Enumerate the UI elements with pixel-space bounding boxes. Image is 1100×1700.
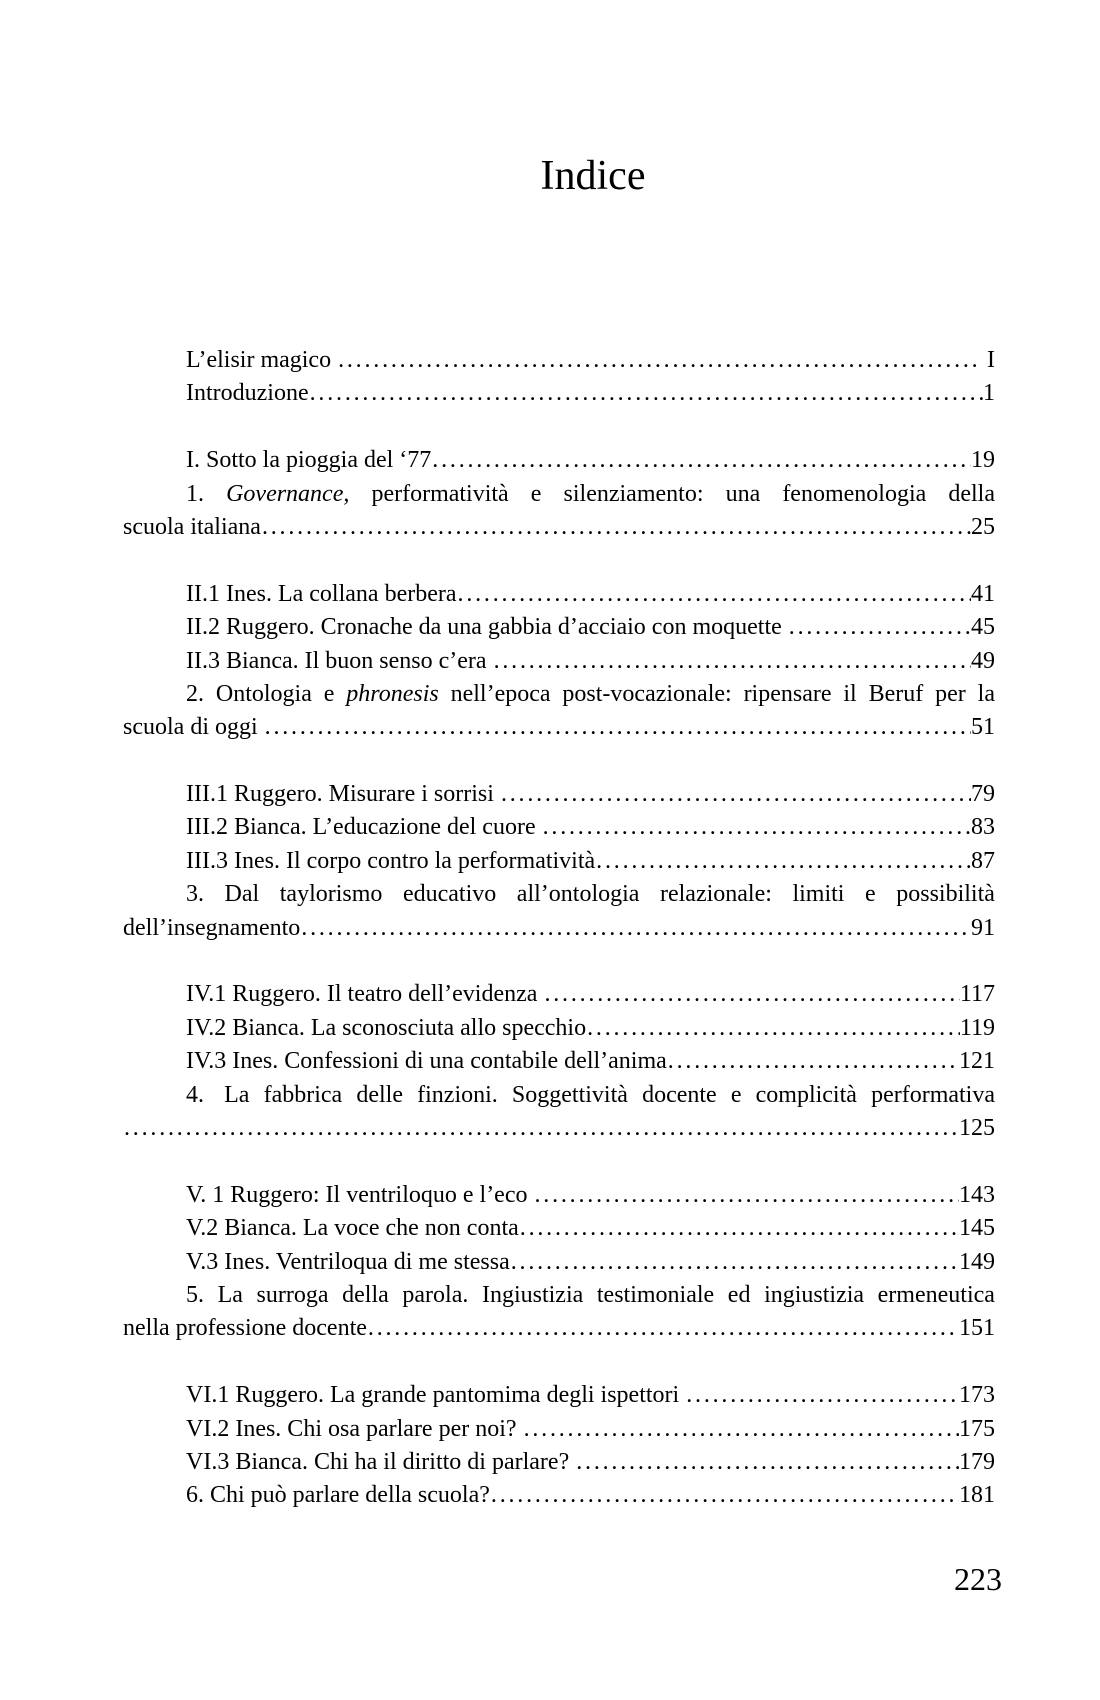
toc-entry-word: performatività: [371, 480, 509, 507]
toc-line: [123, 578, 995, 611]
page-number: 151: [959, 1315, 995, 1342]
toc-entry-word: taylorismo: [279, 881, 383, 908]
toc-line: [123, 845, 995, 878]
dot-leader: [309, 377, 983, 410]
toc-entry-text: [123, 1312, 367, 1345]
toc-entry-word: Beruf: [868, 680, 924, 707]
dot-leader: [586, 1012, 960, 1045]
dot-leader: [543, 978, 959, 1011]
dot-leader: [367, 1312, 959, 1345]
toc-entry-text: [186, 978, 543, 1011]
dot-leader: [533, 1179, 959, 1212]
toc-entry-word: Ontologia: [215, 680, 312, 707]
toc-line: [123, 1312, 995, 1345]
dot-leader: [542, 811, 971, 844]
toc-entry-span: scuola italiana: [123, 513, 261, 540]
toc-entry-span: Introduzione: [186, 380, 309, 407]
toc-entry-text: [186, 811, 542, 844]
page-number: 49: [971, 647, 995, 674]
toc-entry-word: surroga: [256, 1281, 329, 1308]
toc-line: [123, 811, 995, 844]
page-number: 19: [971, 447, 995, 474]
toc-entry-span: II.3 Bianca. Il buon senso c’era: [186, 647, 493, 674]
toc-entry-text: [186, 778, 500, 811]
dot-leader: [595, 845, 971, 878]
toc-line: [123, 478, 995, 511]
toc-entry-text: [186, 1446, 575, 1479]
page-number: 1: [983, 380, 995, 407]
toc-entry-word: la: [977, 680, 995, 707]
dot-leader: [431, 444, 971, 477]
toc-entry-text: [186, 1212, 519, 1245]
toc-entry-span: VI.1 Ruggero. La grande pantomima degli ispettori: [186, 1382, 686, 1409]
toc-entry-word: limiti: [792, 881, 845, 908]
toc-entry-word: docente: [642, 1081, 717, 1108]
toc-entry-span: III.3 Ines. Il corpo contro la performatività: [186, 847, 596, 874]
toc-entry-word: complicità: [755, 1081, 857, 1108]
toc-entry-span: V. 1 Ruggero: Il ventriloquo e l’eco: [186, 1181, 534, 1208]
page-number: 143: [959, 1181, 995, 1208]
toc-line: [123, 1413, 995, 1446]
toc-entry-text: [186, 1379, 685, 1412]
toc-entry-word: e: [865, 881, 876, 908]
toc-entry-text: [186, 645, 493, 678]
toc-entry-word: post-vocazionale:: [562, 680, 732, 707]
toc-entry-word: fabbrica: [263, 1081, 343, 1108]
toc-entry-span: VI.2 Ines. Chi osa parlare per noi?: [186, 1415, 523, 1442]
toc-entry-word: fenomenologia: [782, 480, 927, 507]
toc-entry-word: una: [725, 480, 761, 507]
page-number: 125: [959, 1114, 995, 1141]
group-gap: [123, 1346, 995, 1379]
toc-line: [123, 377, 995, 410]
toc-entry-word-italic: phronesis: [346, 680, 439, 707]
toc-line: [123, 1479, 995, 1512]
toc-entry-word: parola.: [402, 1281, 469, 1308]
page-title: Indice: [540, 153, 646, 199]
toc-line: [123, 611, 995, 644]
toc-line: [123, 1212, 995, 1245]
toc-entry-word: delle: [356, 1081, 403, 1108]
toc-entry-word: relazionale:: [659, 881, 772, 908]
toc-entry-text: [186, 377, 309, 410]
toc-line: [123, 878, 995, 911]
toc-entry-span: III.1 Ruggero. Misurare i sorrisi: [186, 781, 500, 808]
dot-leader: [493, 645, 971, 678]
toc-line: [123, 912, 995, 945]
page-number: I: [981, 347, 995, 373]
toc-entry-text: [186, 578, 457, 611]
dot-leader: [123, 1112, 959, 1145]
group-gap: [123, 1145, 995, 1178]
toc-line: [123, 344, 995, 377]
toc-entry-word: 5.: [186, 1281, 204, 1308]
toc-entry-text: [186, 344, 337, 377]
toc-entry-text: [186, 845, 595, 878]
toc-entry-text: [123, 711, 264, 744]
dot-leader: [500, 778, 971, 811]
dot-leader: [457, 578, 971, 611]
toc-entry-word: Ingiustizia: [481, 1281, 584, 1308]
toc-entry-word: 2.: [186, 680, 204, 707]
toc-entry-text: [186, 1246, 510, 1279]
page-number: 79: [971, 781, 995, 808]
toc-entry-text: [186, 1012, 586, 1045]
toc-entry-text: [186, 611, 788, 644]
page-number: 41: [971, 580, 995, 607]
dot-leader: [667, 1045, 959, 1078]
toc-line: [123, 778, 995, 811]
toc-line: [123, 1045, 995, 1078]
toc-entry-span: L’elisir magico: [186, 347, 338, 373]
group-gap: [123, 411, 995, 444]
toc-entry-word-italic: Governance,: [226, 480, 350, 507]
toc-entry-text: [123, 912, 300, 945]
page-number: 45: [971, 614, 995, 641]
toc-entry-word: e: [730, 1081, 742, 1108]
toc-entry-span: V.2 Bianca. La voce che non conta: [186, 1215, 519, 1242]
toc-entry-word: nell’epoca: [450, 680, 551, 707]
dot-leader: [300, 912, 971, 945]
toc-entry-word: 3.: [186, 881, 204, 908]
toc-entry-word: La: [217, 1281, 243, 1308]
toc-entry-word: il: [843, 680, 857, 707]
toc: [123, 344, 995, 1513]
toc-entry-span: V.3 Ines. Ventriloqua di me stessa: [186, 1248, 510, 1275]
toc-line: [123, 1012, 995, 1045]
toc-line: [123, 678, 995, 711]
toc-entry-word: ed: [727, 1281, 751, 1308]
toc-entry-word: della: [342, 1281, 389, 1308]
folio-page-number: 223: [954, 1561, 1002, 1597]
dot-leader: [264, 711, 971, 744]
toc-line: [123, 444, 995, 477]
toc-entry-word: possibilità: [896, 881, 995, 908]
toc-entry-word: della: [948, 480, 995, 507]
toc-entry-word: e: [323, 680, 335, 707]
page-number: 145: [959, 1215, 995, 1242]
toc-entry-span: III.2 Bianca. L’educazione del cuore: [186, 814, 542, 841]
group-gap: [123, 544, 995, 577]
page-number: 87: [971, 847, 995, 874]
toc-entry-span: IV.3 Ines. Confessioni di una contabile dell’anima: [186, 1048, 667, 1075]
toc-line: [123, 645, 995, 678]
toc-entry-word: all’ontologia: [516, 881, 640, 908]
toc-line: [123, 1379, 995, 1412]
toc-entry-word: finzioni.: [417, 1081, 498, 1108]
page-number: 25: [971, 513, 995, 540]
toc-entry-word: La: [224, 1081, 250, 1108]
page-number: 181: [959, 1482, 995, 1509]
toc-entry-span: IV.1 Ruggero. Il teatro dell’evidenza: [186, 981, 544, 1008]
toc-entry-word: per: [935, 680, 966, 707]
page-number: 51: [971, 714, 995, 741]
toc-line: [123, 1246, 995, 1279]
toc-line: [123, 511, 995, 544]
toc-entry-span: scuola di oggi: [123, 714, 264, 741]
toc-line: [123, 1446, 995, 1479]
dot-leader: [788, 611, 971, 644]
page-number: 179: [959, 1448, 995, 1475]
group-gap: [123, 745, 995, 778]
dot-leader: [523, 1413, 959, 1446]
toc-entry-word: Soggettività: [511, 1081, 628, 1108]
page-number: 91: [971, 914, 995, 941]
page-number: 119: [959, 1014, 995, 1041]
toc-entry-text: [186, 1045, 667, 1078]
toc-entry-word: 4.: [186, 1081, 210, 1108]
toc-entry-span: IV.2 Bianca. La sconosciuta allo specchio: [186, 1014, 587, 1041]
toc-entry-word: ingiustizia: [764, 1281, 865, 1308]
page-number: 173: [959, 1382, 995, 1409]
dot-leader: [685, 1379, 959, 1412]
dot-leader: [519, 1212, 959, 1245]
dot-leader: [261, 511, 971, 544]
toc-entry-span: 6. Chi può parlare della scuola?: [186, 1482, 490, 1509]
toc-entry-text: [186, 1413, 523, 1446]
toc-entry-text: [123, 511, 261, 544]
toc-entry-span: nella professione docente: [123, 1315, 367, 1342]
toc-line: [123, 1179, 995, 1212]
group-gap: [123, 945, 995, 978]
toc-line: [123, 1279, 995, 1312]
toc-entry-word: e: [530, 480, 542, 507]
toc-entry-word: ermeneutica: [877, 1281, 995, 1308]
toc-entry-word: ripensare: [743, 680, 832, 707]
dot-leader: [510, 1246, 959, 1279]
toc-entry-span: dell’insegnamento: [123, 914, 301, 941]
toc-entry-word: silenziamento:: [563, 480, 704, 507]
toc-line: [123, 978, 995, 1011]
toc-entry-text: [186, 1179, 533, 1212]
toc-entry-span: I. Sotto la pioggia del ‘77: [186, 447, 432, 474]
toc-entry-word: educativo: [402, 881, 497, 908]
toc-entry-span: II.1 Ines. La collana berbera: [186, 580, 457, 607]
toc-entry-text: [186, 444, 431, 477]
toc-entry-word: 1.: [186, 480, 204, 507]
page-number: 149: [959, 1248, 995, 1275]
toc-entry-span: II.2 Ruggero. Cronache da una gabbia d’acciaio con moquette: [186, 614, 788, 641]
page-number: 83: [971, 814, 995, 841]
toc-line: [123, 1079, 995, 1112]
dot-leader: [337, 344, 981, 377]
toc-entry-word: Dal: [224, 881, 260, 908]
page-number: 117: [959, 981, 995, 1008]
toc-entry-word: performativa: [871, 1081, 995, 1108]
page-number: 175: [959, 1415, 995, 1442]
dot-leader: [490, 1479, 959, 1512]
dot-leader: [575, 1446, 959, 1479]
toc-entry-word: testimoniale: [596, 1281, 715, 1308]
toc-entry-span: VI.3 Bianca. Chi ha il diritto di parlare?: [186, 1448, 576, 1475]
toc-entry-text: [186, 1479, 490, 1512]
toc-line: [123, 711, 995, 744]
toc-line: [123, 1112, 995, 1145]
page-number: 121: [959, 1048, 995, 1075]
